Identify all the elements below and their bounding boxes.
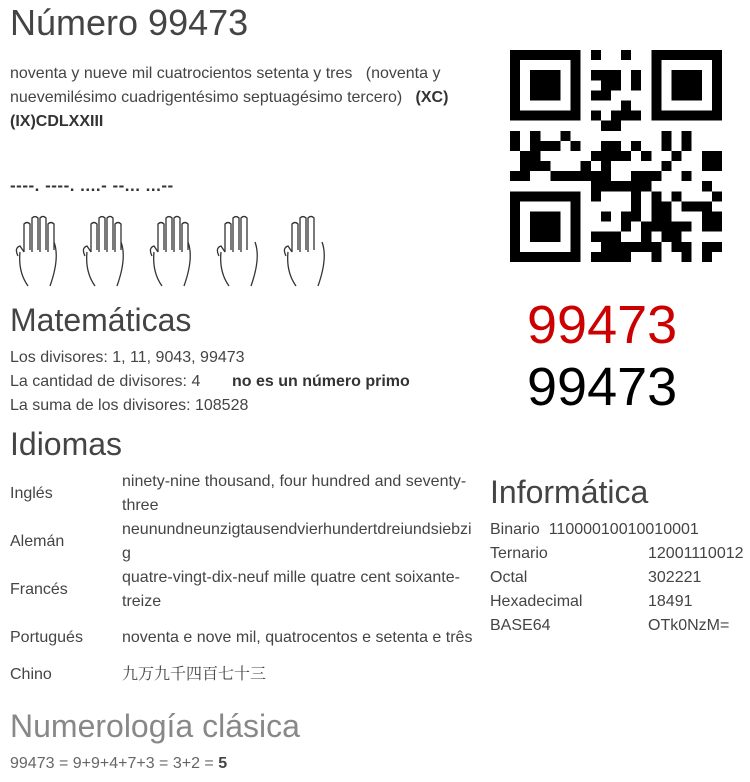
base-row bbox=[490, 542, 744, 566]
base-label: BASE64 bbox=[490, 617, 551, 634]
hand-seven-icon bbox=[211, 212, 265, 290]
numerology-heading: Numerología clásica bbox=[10, 708, 300, 744]
binary-value: 11000010010010001 bbox=[548, 521, 699, 538]
numerology-expression bbox=[10, 752, 227, 776]
language-text: neunundneunzigtausendvierhundertdreiundsiebzig bbox=[122, 521, 472, 562]
prime-status: no es un número primo bbox=[232, 373, 410, 390]
math-heading: Matemáticas bbox=[10, 302, 192, 338]
hand-nine-icon bbox=[77, 212, 131, 290]
base-value: 12001110012 bbox=[648, 545, 744, 562]
qr-code bbox=[510, 50, 722, 262]
roman-numeral: (XC)(IX)CDLXXIII bbox=[10, 89, 449, 130]
numerology-sum: 99473 = 9+9+4+7+3 = 3+2 = bbox=[10, 755, 214, 772]
divisors-list: Los divisores: 1, 11, 9043, 99473 bbox=[10, 349, 245, 366]
computing-heading: Informática bbox=[490, 474, 649, 510]
language-name: Chino bbox=[10, 666, 52, 683]
base-row bbox=[490, 590, 744, 614]
language-text: noventa e nove mil, quatrocentos e setenta e três bbox=[122, 629, 473, 646]
language-row bbox=[10, 470, 480, 518]
sign-language-hands bbox=[10, 212, 332, 290]
language-name: Francés bbox=[10, 581, 68, 598]
spanish-words: noventa y nueve mil cuatrocientos setenta y tres bbox=[10, 65, 353, 82]
language-text: 九万九千四百七十三 bbox=[122, 666, 267, 683]
base-label: Octal bbox=[490, 569, 528, 586]
computing-table bbox=[490, 518, 744, 638]
numerology-result: 5 bbox=[218, 755, 228, 772]
base-label: Ternario bbox=[490, 545, 548, 562]
ordinal-words: (noventa y nuevemilésimo cuadrigentésimo septuagésimo tercero) bbox=[10, 65, 441, 106]
base-value: 18491 bbox=[648, 593, 693, 610]
big-number-red: 99473 bbox=[527, 295, 678, 355]
base-label: Hexadecimal bbox=[490, 593, 583, 610]
page-title: Número 99473 bbox=[10, 2, 249, 43]
languages-heading: Idiomas bbox=[10, 426, 123, 462]
big-number-black: 99473 bbox=[527, 357, 678, 417]
hand-four-icon bbox=[144, 212, 198, 290]
number-in-words bbox=[10, 62, 472, 134]
language-name: Portugués bbox=[10, 629, 83, 646]
hand-nine-icon bbox=[10, 212, 64, 290]
language-row bbox=[10, 566, 480, 614]
base-row bbox=[490, 614, 744, 638]
language-row bbox=[10, 614, 480, 662]
divisor-count: La cantidad de divisores: 4 bbox=[10, 373, 201, 390]
morse-code: ----. ----. ....- --... ...-- bbox=[10, 176, 174, 195]
language-row bbox=[10, 662, 480, 688]
language-text: ninety-nine thousand, four hundred and seventy-three bbox=[122, 473, 467, 514]
language-name: Alemán bbox=[10, 533, 65, 550]
hand-three-icon bbox=[278, 212, 332, 290]
base-value: OTk0NzM= bbox=[648, 617, 730, 634]
base-row bbox=[490, 566, 744, 590]
languages-table bbox=[10, 470, 480, 688]
base-value: 302221 bbox=[648, 569, 702, 586]
language-text: quatre-vingt-dix-neuf mille quatre cent soixante-treize bbox=[122, 569, 460, 610]
binary-label: Binario bbox=[490, 521, 540, 538]
divisor-sum: La suma de los divisores: 108528 bbox=[10, 397, 249, 414]
language-name: Inglés bbox=[10, 485, 53, 502]
binary-row bbox=[490, 518, 744, 542]
language-row bbox=[10, 518, 480, 566]
